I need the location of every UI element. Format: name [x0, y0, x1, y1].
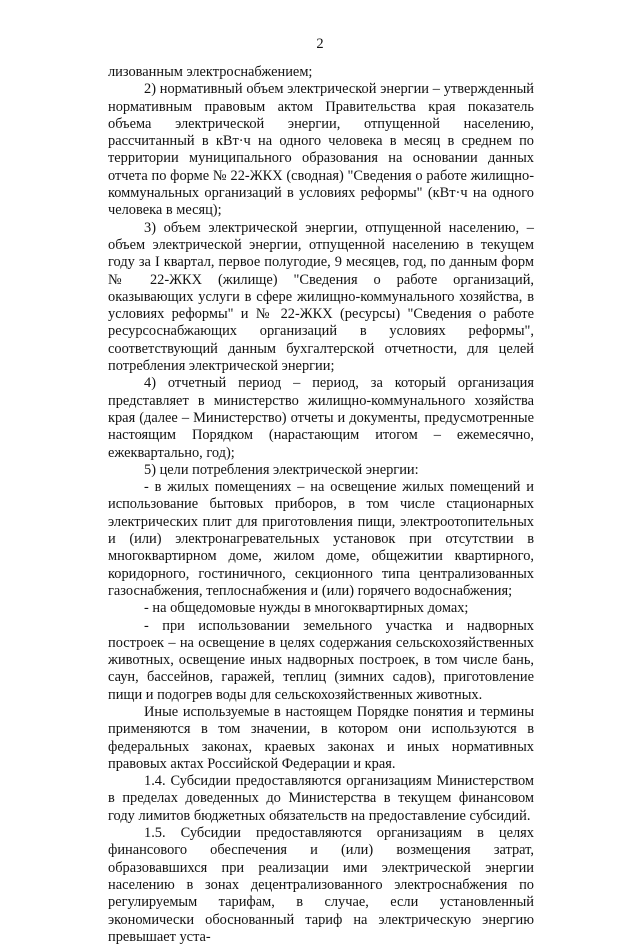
paragraph: 1.4. Субсидии предоставляются организациям Министерством в пределах доведенных до Министерства в текущем финансовом году лимитов бюджетных обязательств на предоставление субсидий.	[108, 773, 534, 824]
paragraph: - при использовании земельного участка и надворных построек – на освещение в целях содержания сельскохозяйственных животных, освещение иных надворных построек, в том числе бань, саун, бассейнов, гаражей, теплиц (зимних садов), приготовление пищи и подогрев воды для сельскохозяйственных животных.	[108, 617, 534, 703]
paragraph: - в жилых помещениях – на освещение жилых помещений и использование бытовых приборов, в том числе стационарных электрических плит для приготовления пищи, электроотопительных и (или) электронагревательных установок при отсутствии в многоквартирном доме, жилом доме, общежитии квартирного, коридорного, гостиничного, секционного типа централизованных газоснабжения, теплоснабжения и (или) горячего водоснабжения;	[108, 479, 534, 599]
paragraph: 5) цели потребления электрической энергии:	[144, 461, 419, 478]
paragraph: 2) нормативный объем электрической энергии – утвержденный нормативным правовым актом Правительства края показатель объема электрической энергии, отпущенной населению, рассчитанный в кВт·ч на одного человека в месяц в среднем по территории муниципального образования на основании данных отчета по форме № 22-ЖКХ (сводная) "Сведения о работе жилищно-коммунальных организаций в условиях реформы" (кВт·ч на одного человека в месяц);	[108, 81, 534, 219]
paragraph: 4) отчетный период – период, за который организация представляет в министерство жилищно-коммунального хозяйства края (далее – Министерство) отчеты и документы, предусмотренные настоящим Порядком (нарастающим итогом – ежемесячно, ежеквартально, год);	[108, 375, 534, 461]
paragraph: 3) объем электрической энергии, отпущенной населению, – объем электрической энергии, отпущенной населению в текущем году за I квартал, первое полугодие, 9 месяцев, год, по данным форм № 22-ЖКХ (жилище) "Сведения о работе организаций, оказывающих услуги в сфере жилищно-коммунального хозяйства, в условиях реформы" и № 22-ЖКХ (ресурсы) "Сведения о работе ресурсоснабжающих организаций в условиях реформы", соответствующий данным бухгалтерской отчетности, для целей потребления электрической энергии;	[108, 219, 534, 375]
paragraph: - на общедомовые нужды в многоквартирных домах;	[144, 600, 469, 617]
paragraph: лизованным электроснабжением;	[108, 64, 313, 80]
paragraph: 1.5. Субсидии предоставляются организациям в целях финансового обеспечения и (или) возмещения затрат, образовавшихся при реализации ими электрической энергии населению в зонах децентрализованного электроснабжения по регулируемым тарифам, в случае, если установленный экономически обоснованный тариф на электрическую энергию превышает уста-	[108, 825, 534, 945]
document-body	[108, 64, 534, 946]
page-number: 2	[316, 36, 324, 52]
paragraph: Иные используемые в настоящем Порядке понятия и термины применяются в том значении, в котором они используются в федеральных законах, краевых законах и иных нормативных правовых актах Российской Федерации и края.	[108, 703, 534, 772]
